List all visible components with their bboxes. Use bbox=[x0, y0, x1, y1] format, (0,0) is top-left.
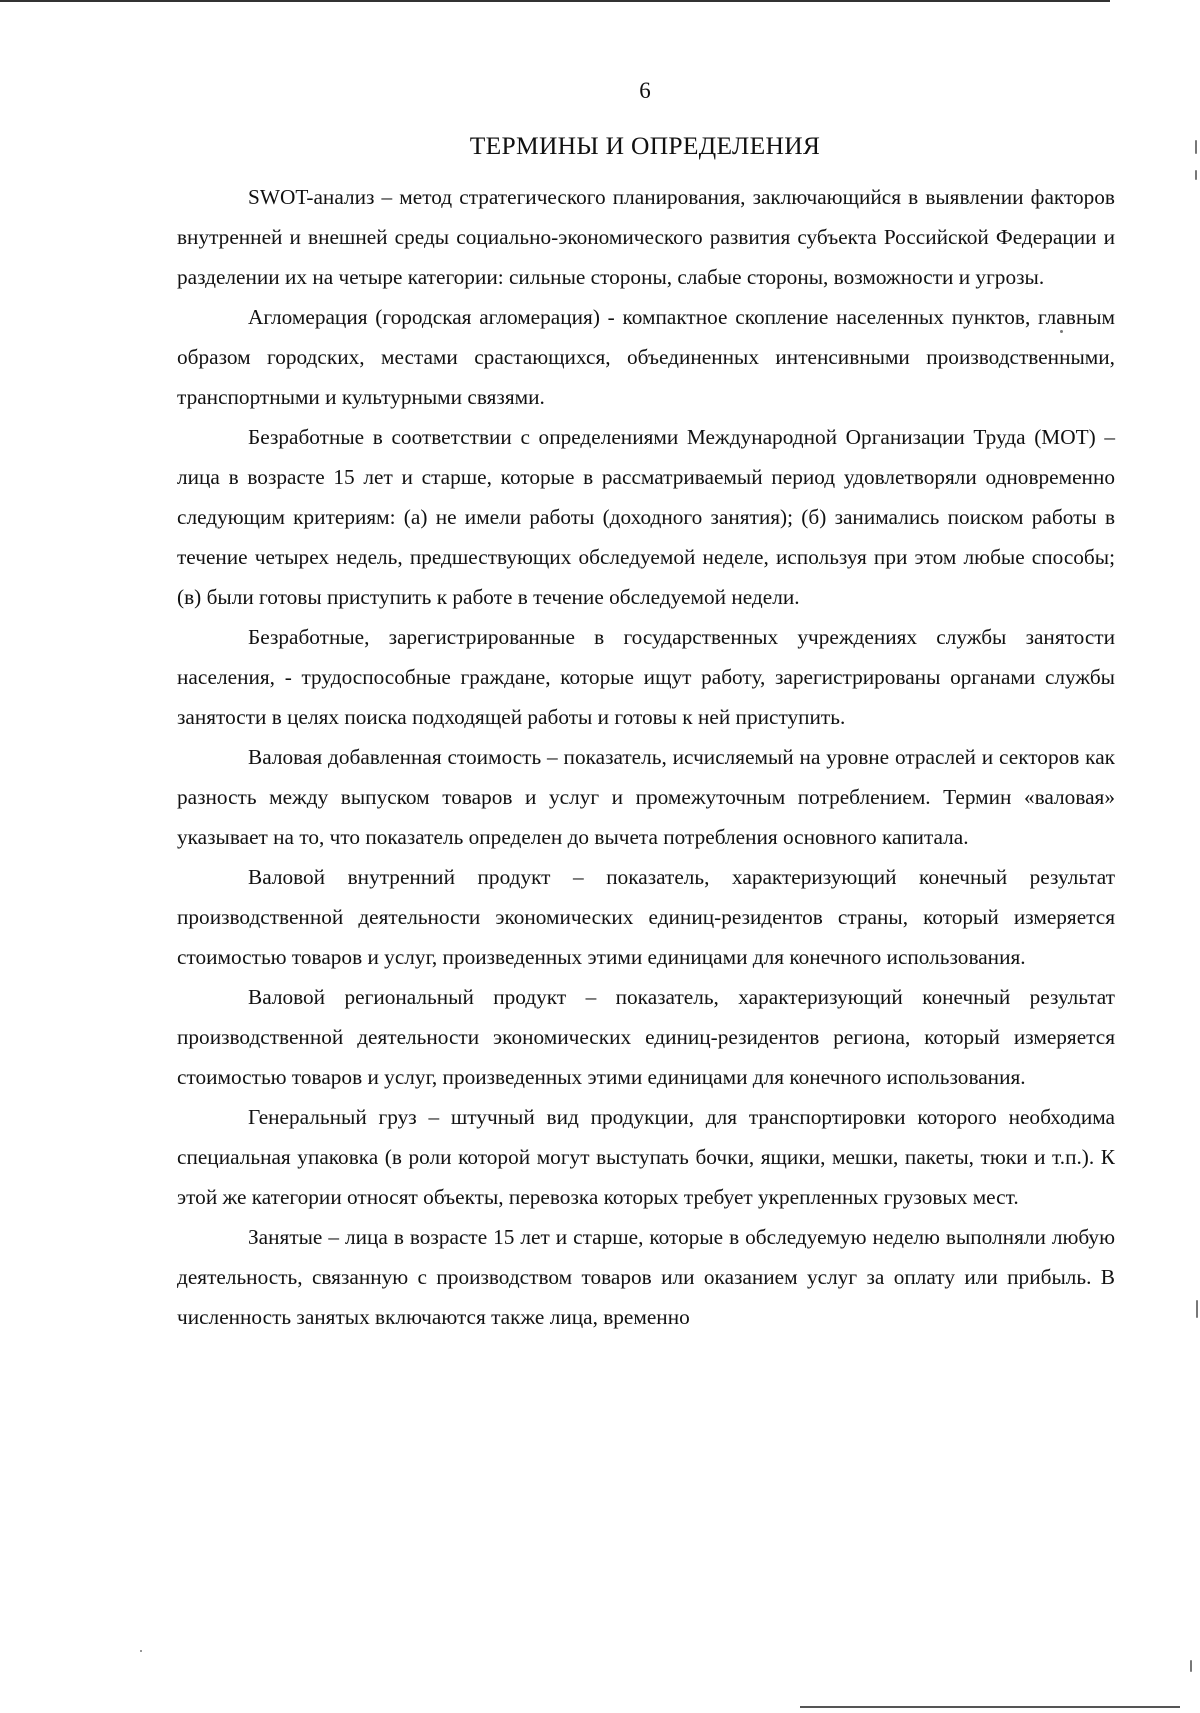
term-unemployed-registered: Безработные, зарегистрированные в государственных учреждениях службы занятости населения, - трудоспособные граждане, которые ищут работу, зарегистрированы органами службы занятости в целях поиска подходящей работы и готовы к ней приступить. bbox=[177, 625, 1115, 729]
page-number: 6 bbox=[639, 78, 651, 103]
page-title: ТЕРМИНЫ И ОПРЕДЕЛЕНИЯ bbox=[469, 131, 821, 160]
scan-speck bbox=[1196, 1300, 1198, 1318]
term-grp: Валовой региональный продукт – показатель, характеризующий конечный результат производственной деятельности экономических единиц-резидентов региона, который измеряется стоимостью товаров и услуг, произведенных этими единицами для конечного использования. bbox=[177, 985, 1115, 1089]
term-swot-analysis: SWOT-анализ – метод стратегического планирования, заключающийся в выявлении факторов внутренней и внешней среды социально-экономического развития субъекта Российской Федерации и разделении их на четыре категории: сильные стороны, слабые стороны, возможности и угрозы. bbox=[177, 185, 1115, 289]
scan-speck bbox=[1195, 140, 1197, 154]
term-employed: Занятые – лица в возрасте 15 лет и старше, которые в обследуемую неделю выполняли любую деятельность, связанную с производством товаров или оказанием услуг за оплату или прибыль. В численность занятых включаются также лица, временно bbox=[177, 1225, 1115, 1329]
term-general-cargo: Генеральный груз – штучный вид продукции, для транспортировки которого необходима специальная упаковка (в роли которой могут выступать бочки, ящики, мешки, пакеты, тюки и т.п.). К этой же категории относят объекты, перевозка которых требует укрепленных грузовых мест. bbox=[177, 1105, 1115, 1209]
term-gross-value-added: Валовая добавленная стоимость – показатель, исчисляемый на уровне отраслей и секторов как разность между выпуском товаров и услуг и промежуточным потреблением. Термин «валовая» указывает на то, что показатель определен до вычета потребления основного капитала. bbox=[177, 745, 1115, 849]
scan-top-edge bbox=[0, 0, 1110, 2]
scan-speck bbox=[1190, 1660, 1192, 1672]
scan-speck bbox=[1060, 330, 1063, 333]
scan-bottom-edge bbox=[800, 1706, 1180, 1708]
scan-speck bbox=[1195, 170, 1197, 180]
scan-speck bbox=[140, 1650, 142, 1652]
term-agglomeration: Агломерация (городская агломерация) - компактное скопление населенных пунктов, главным образом городских, местами срастающихся, объединенных интенсивными производственными, транспортными и культурными связями. bbox=[177, 305, 1115, 409]
term-gdp: Валовой внутренний продукт – показатель, характеризующий конечный результат производственной деятельности экономических единиц-резидентов страны, который измеряется стоимостью товаров и услуг, произведенных этими единицами для конечного использования. bbox=[177, 865, 1115, 969]
term-unemployed-ilo: Безработные в соответствии с определениями Международной Организации Труда (МОТ) – лица в возрасте 15 лет и старше, которые в рассматриваемый период удовлетворяли одновременно следующим критериям: (а) не имели работы (доходного занятия); (б) занимались поиском работы в течение четырех недель, предшествующих обследуемой неделе, используя при этом любые способы; (в) были готовы приступить к работе в течение обследуемой недели. bbox=[177, 425, 1115, 609]
document-body bbox=[177, 177, 1115, 1337]
